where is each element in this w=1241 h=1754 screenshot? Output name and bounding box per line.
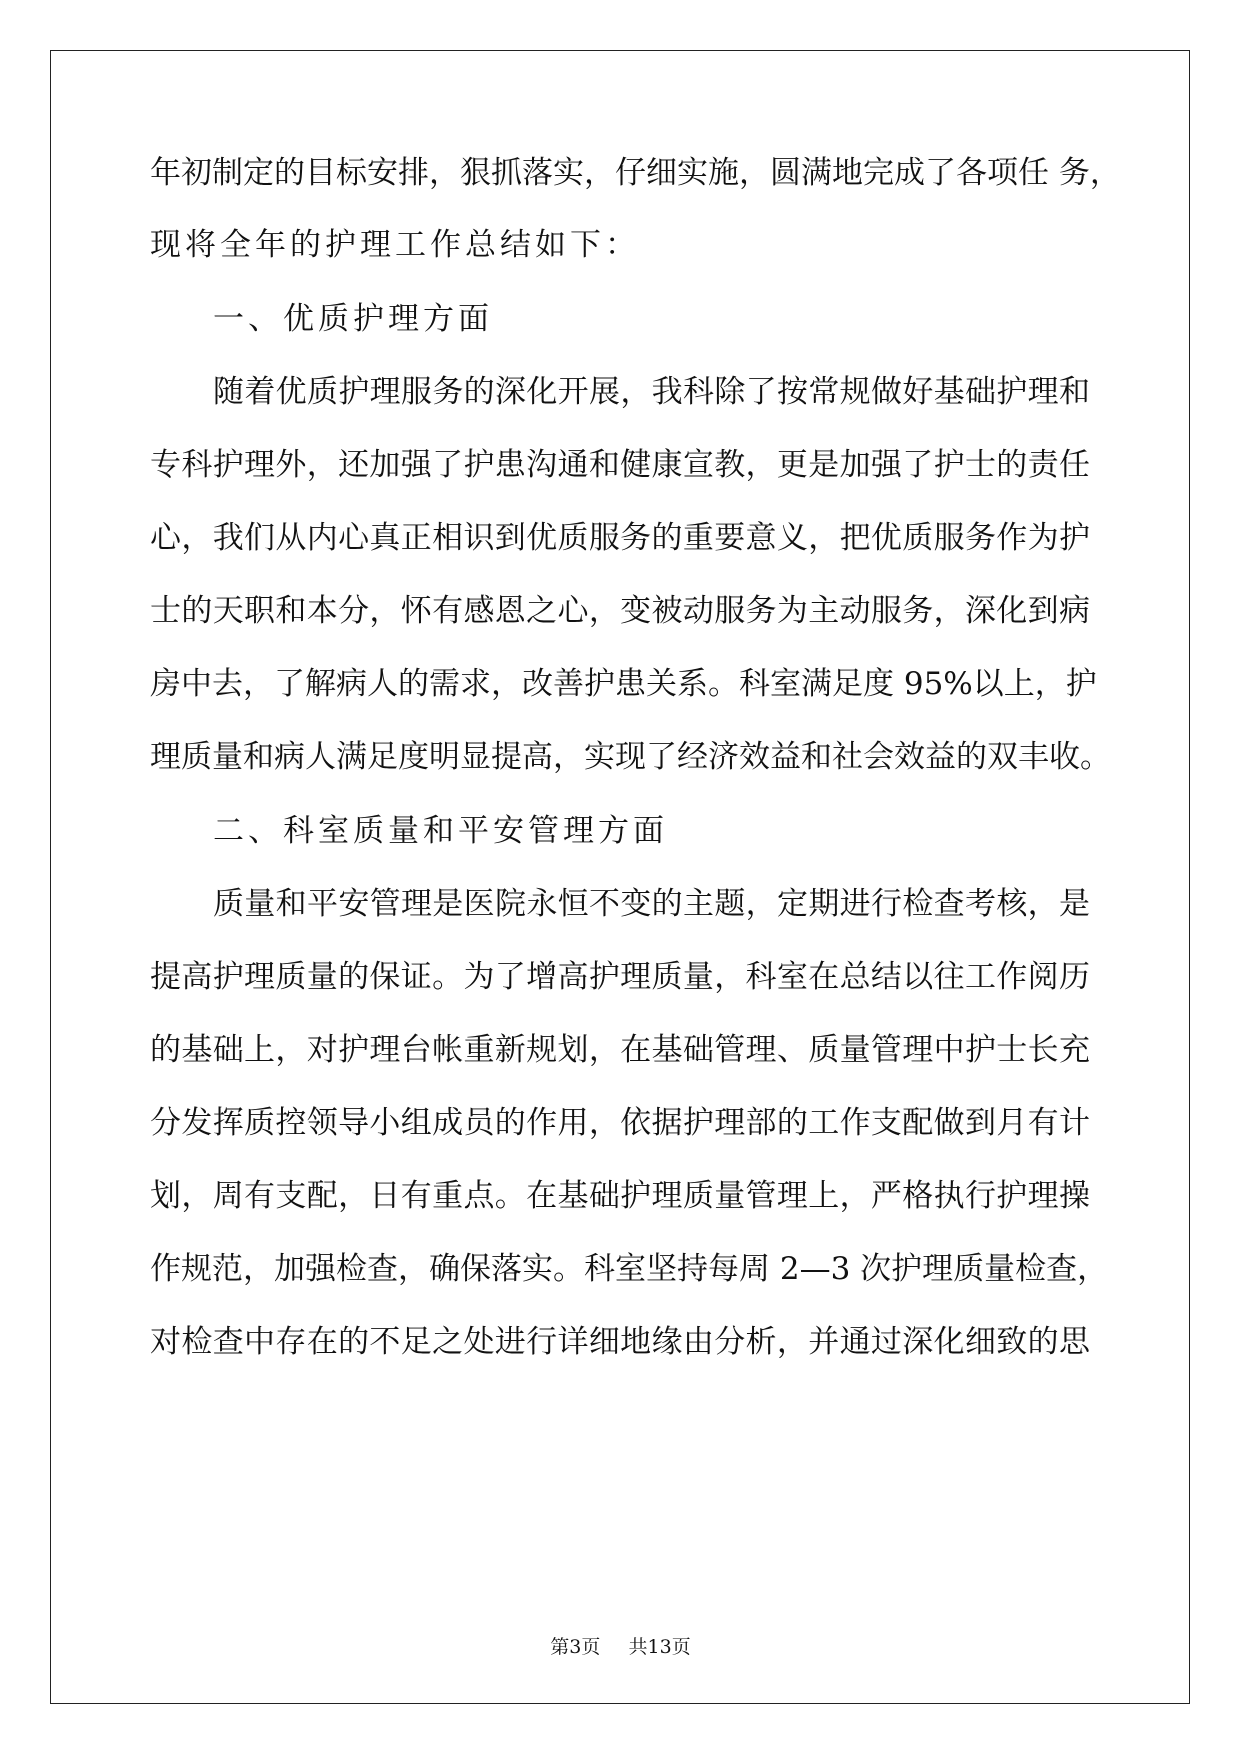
text-line: 质量和平安管理是医院永恒不变的主题，定期进行检查考核，是 [213,886,1090,922]
text-line: 现将全年的护理工作总结如下： [150,227,640,263]
text-line: 的基础上，对护理台帐重新规划，在基础管理、质量管理中护士长充 [150,1032,1090,1068]
text-line: 作规范，加强检查，确保落实。科室坚持每周 2—3 次护理质量检查， [150,1251,1109,1287]
page-number: 第3页 [550,1636,601,1658]
page-total: 共13页 [628,1636,691,1658]
text-line: 士的天职和本分，怀有感恩之心，变被动服务为主动服务，深化到病 [150,593,1090,629]
section-heading-quality-care: 一、优质护理方面 [213,301,493,337]
text-line: 提高护理质量的保证。为了增高护理质量，科室在总结以往工作阅历 [150,959,1090,995]
text-line: 专科护理外，还加强了护患沟通和健康宣教，更是加强了护士的责任 [150,447,1090,483]
text-line: 房中去，了解病人的需求，改善护患关系。科室满足度 95%以上，护 [150,666,1097,702]
page-footer [0,1635,1241,1659]
text-line: 随着优质护理服务的深化开展，我科除了按常规做好基础护理和 [213,374,1090,410]
text-line: 理质量和病人满足度明显提高，实现了经济效益和社会效益的双丰收。 [150,739,1111,775]
text-line: 心，我们从内心真正相识到优质服务的重要意义，把优质服务作为护 [150,520,1090,556]
section-heading-safety-management: 二、科室质量和平安管理方面 [213,813,668,849]
text-line: 对检查中存在的不足之处进行详细地缘由分析，并通过深化细致的思 [150,1324,1090,1360]
text-line: 分发挥质控领导小组成员的作用，依据护理部的工作支配做到月有计 [150,1105,1090,1141]
text-line: 划，周有支配，日有重点。在基础护理质量管理上，严格执行护理操 [150,1178,1090,1214]
text-line: 年初制定的目标安排，狠抓落实，仔细实施，圆满地完成了各项任 务， [150,155,1121,191]
